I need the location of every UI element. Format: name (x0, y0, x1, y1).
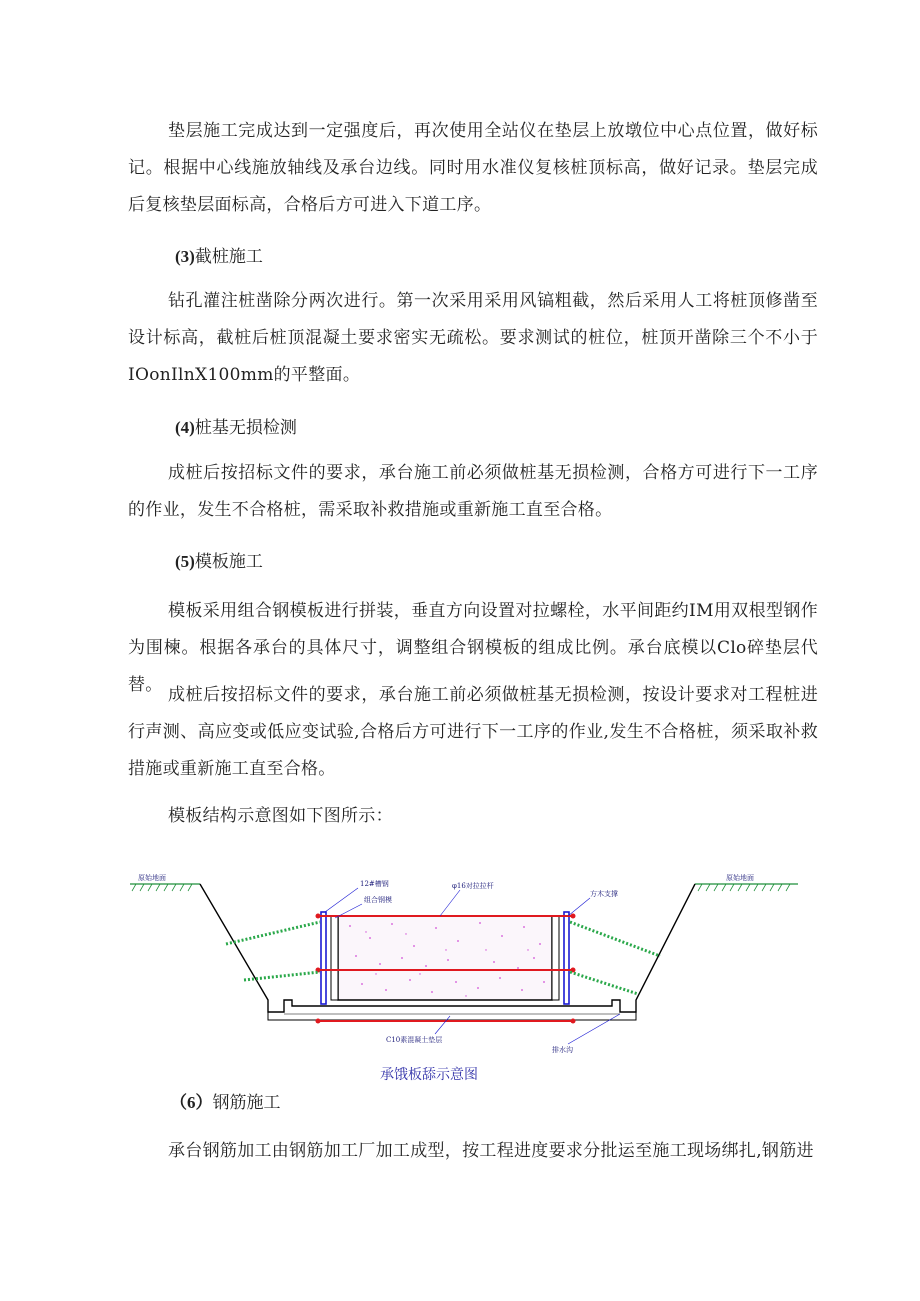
label-cushion: C10素混凝土垫层 (386, 1036, 443, 1044)
label-ground-right: 原始地面 (726, 874, 754, 882)
heading-text: 钢筋施工 (212, 1093, 281, 1113)
cushion-layer (268, 1012, 636, 1020)
heading-text: 桩基无损检测 (194, 418, 297, 438)
heading-number: (3) (175, 247, 195, 266)
label-formwork: 组合钢模 (364, 896, 392, 904)
label-channel-steel: 12#槽钢 (360, 880, 389, 888)
formwork-diagram (130, 866, 800, 1088)
label-timber-brace: 方木支撑 (590, 890, 618, 898)
formwork-right (552, 916, 559, 1000)
heading-number: (5) (175, 552, 195, 571)
paragraph-rebar: 承台钢筋加工由钢筋加工厂加工成型，按工程进度要求分批运至施工现场绑扎,钢筋进 (168, 1141, 814, 1161)
figure-caption: 承饿板舔示意图 (380, 1067, 478, 1083)
paragraph-pile-testing: 成桩后按招标文件的要求，承台施工前必须做桩基无损检测，合格方可进行下一工序的作业，发生不合格桩，需采取补救措施或重新施工直至合格。 (128, 463, 818, 520)
heading-number: (4) (175, 418, 195, 437)
label-ground-left: 原始地面 (138, 874, 166, 882)
heading-pile-cutting (175, 242, 263, 267)
label-tie-rod: φ16对拉拉杆 (452, 882, 494, 890)
paragraph-figure-intro: 模板结构示意图如下图所示： (168, 806, 393, 826)
heading-rebar (170, 1088, 281, 1113)
channel-steel-right (564, 912, 569, 1004)
ground-left (130, 884, 200, 891)
heading-text: 模板施工 (194, 552, 263, 572)
concrete-pour (338, 916, 552, 1000)
channel-steel-left (321, 912, 326, 1004)
formwork-left (331, 916, 338, 1000)
paragraph-cushion-layer: 垫层施工完成达到一定强度后，再次使用全站仪在垫层上放墩位中心点位置，做好标记。根据中心线施放轴线及承台边线。同时用水准仪复核桩顶标高，做好记录。垫层完成后复核垫层面标高，合格后方可进入下道工序。 (128, 121, 818, 215)
ground-right (695, 884, 798, 891)
paragraph-pile-cutting: 钻孔灌注桩凿除分两次进行。第一次采用采用风镐粗截，然后采用人工将桩顶修凿至设计标高，截桩后桩顶混凝土要求密实无疏松。要求测试的桩位，桩顶开凿除三个不小于IOonIlnX100mm的平整面。 (128, 291, 818, 385)
heading-text: 截桩施工 (194, 247, 263, 267)
heading-number: （6） (170, 1093, 213, 1112)
heading-formwork (175, 547, 263, 572)
heading-pile-testing (175, 413, 297, 438)
label-drain: 排水沟 (552, 1046, 573, 1054)
paragraph-formwork: 模板采用组合钢模板进行拼装，垂直方向设置对拉螺栓，水平间距约IM用双根型钢作为围楝。根据各承台的具体尺寸，调整组合钢模板的组成比例。承台底模以Clo碎垫层代替。 (128, 601, 818, 695)
paragraph-testing-requirements: 成桩后按招标文件的要求，承台施工前必须做桩基无损检测，按设计要求对工程桩进行声测、高应变或低应变试验,合格后方可进行下一工序的作业,发生不合格桩，须采取补救措施或重新施工直至合格。 (128, 685, 818, 779)
